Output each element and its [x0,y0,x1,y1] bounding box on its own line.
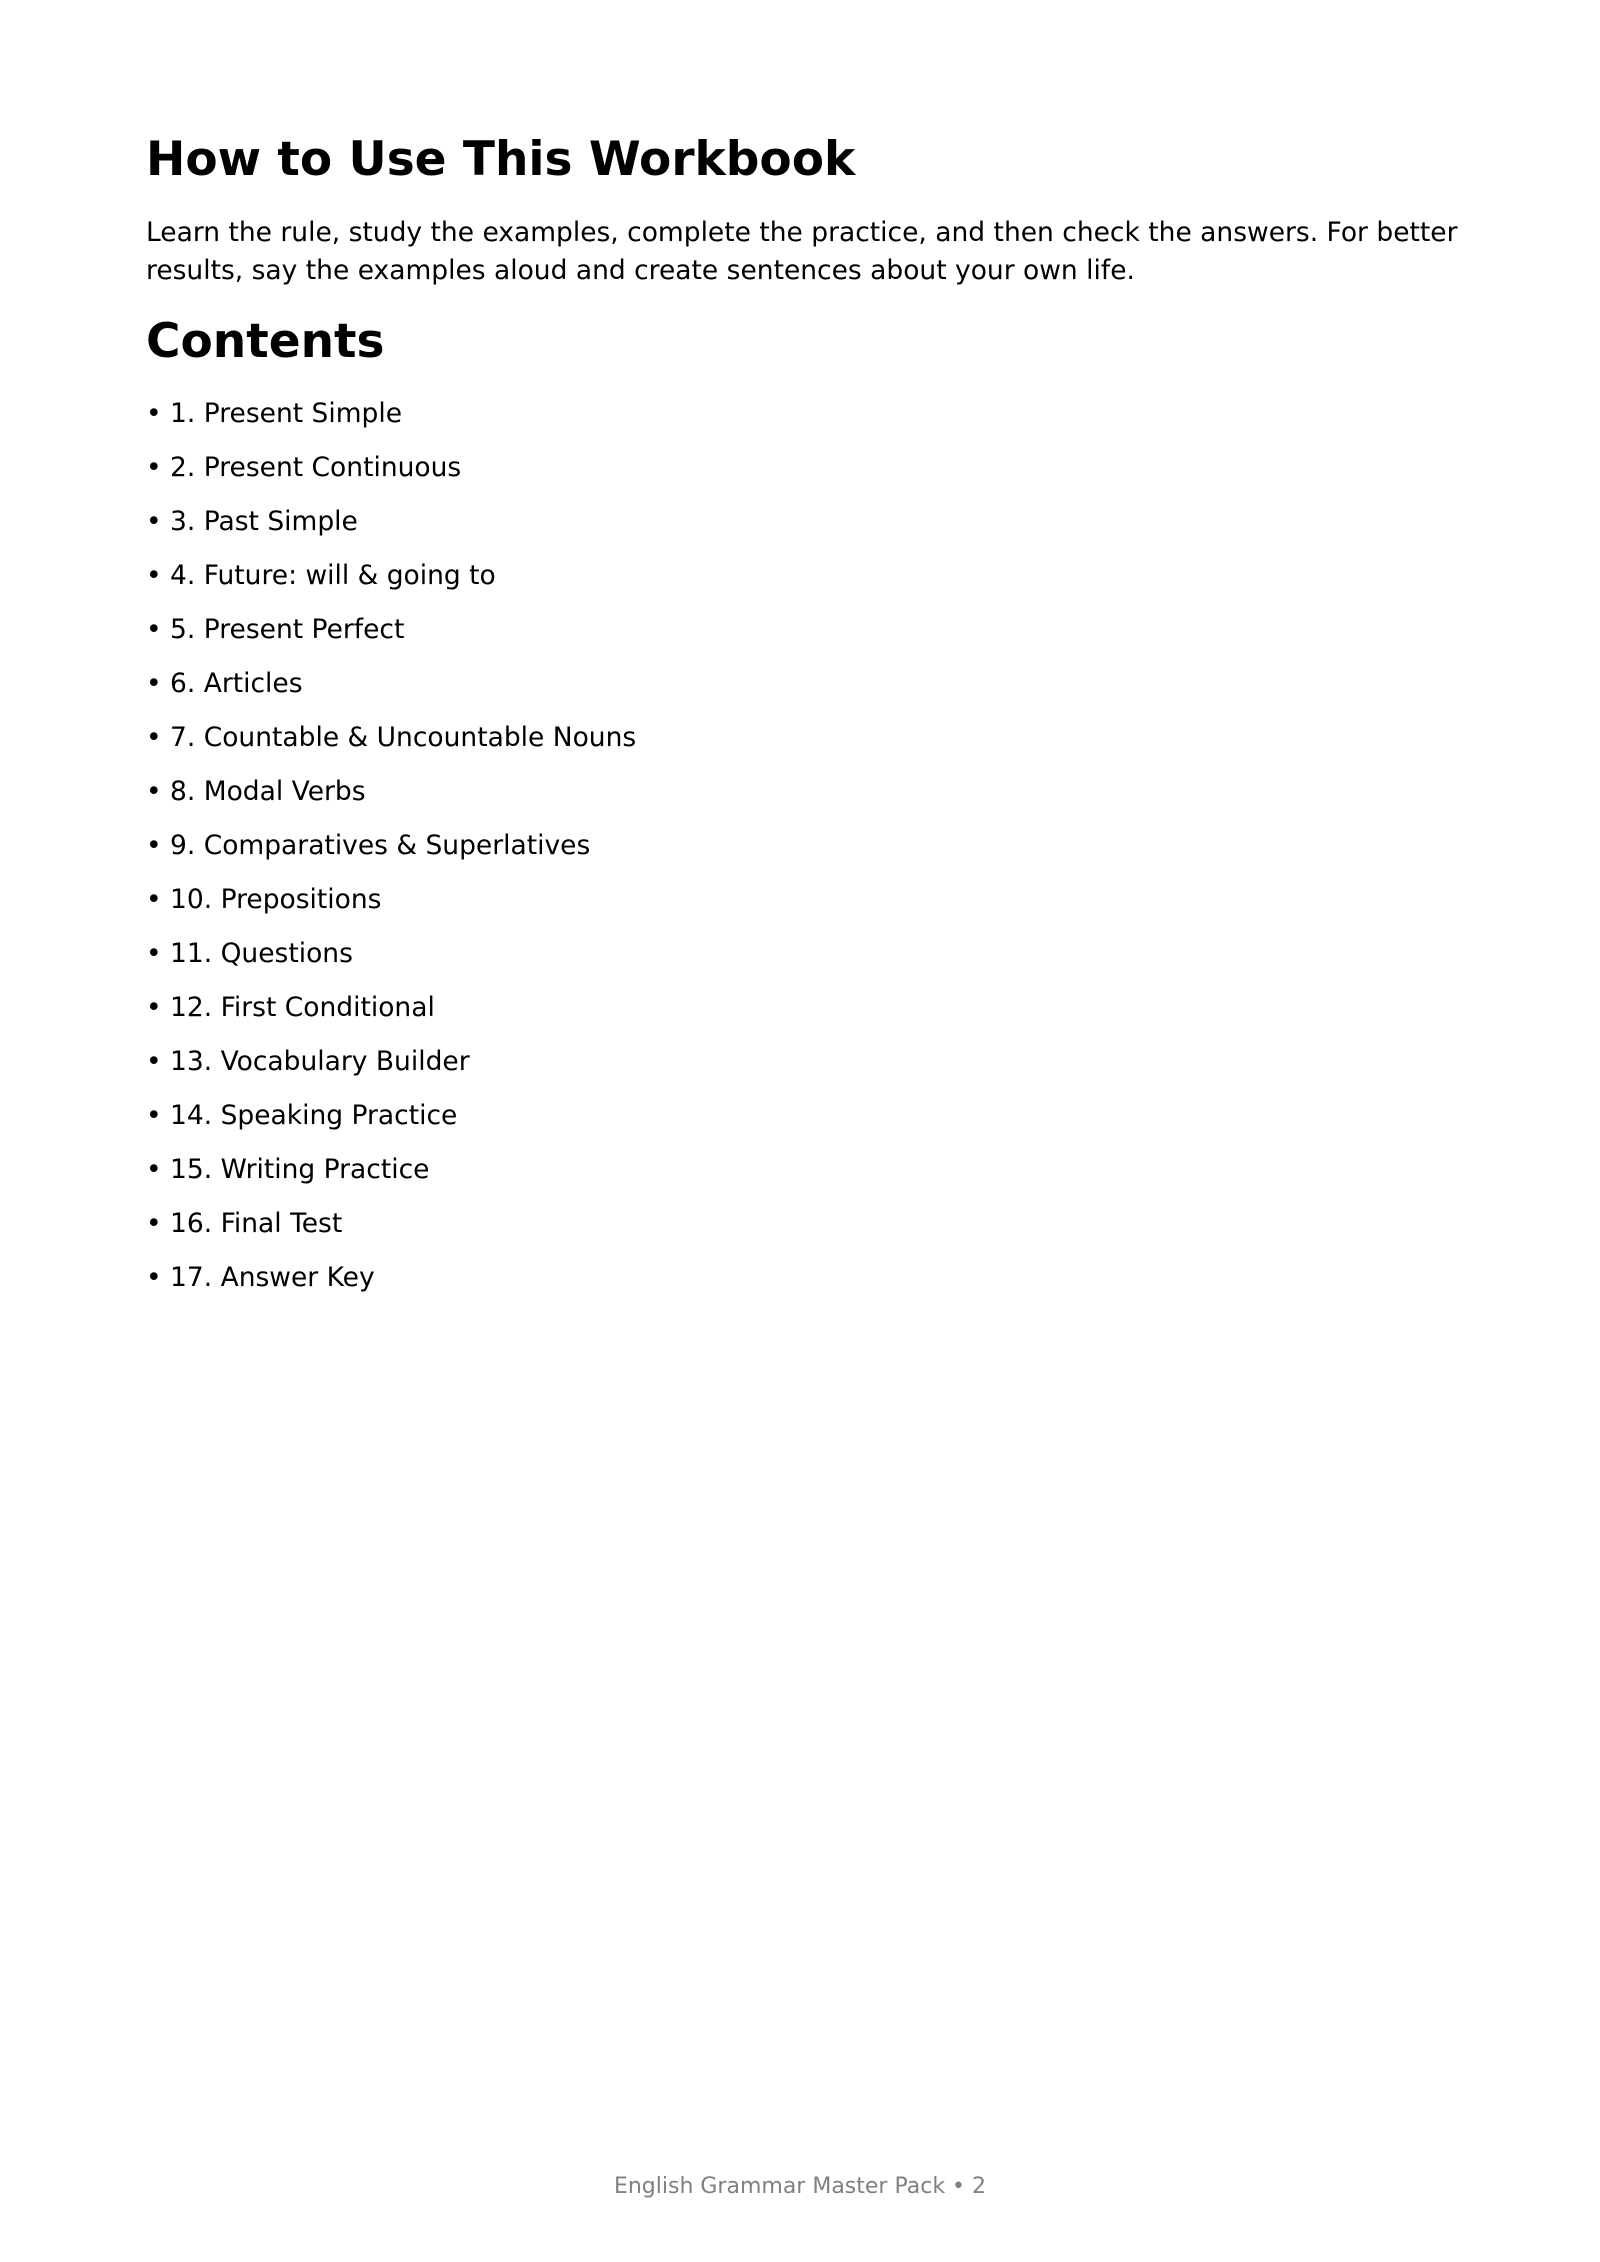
contents-item [146,557,636,611]
contents-item-label: 3. Past Simple [170,506,358,537]
bullet-icon: • [146,884,162,915]
contents-item-label: 12. First Conditional [170,992,435,1023]
section-title-contents: Contents [146,314,385,369]
contents-item [146,773,636,827]
bullet-icon: • [146,1208,162,1239]
contents-item [146,449,636,503]
contents-item-label: 11. Questions [170,938,353,969]
intro-paragraph: Learn the rule, study the examples, complete the practice, and then check the answers. For better results, say the examples aloud and create sentences about your own life. [146,217,1458,286]
contents-item-label: 9. Comparatives & Superlatives [170,830,591,861]
contents-item-label: 4. Future: will & going to [170,560,496,591]
contents-item [146,1043,636,1097]
bullet-icon: • [146,1262,162,1293]
bullet-icon: • [146,1154,162,1185]
contents-item-label: 14. Speaking Practice [170,1100,458,1131]
bullet-icon: • [146,938,162,969]
bullet-icon: • [146,398,162,429]
bullet-icon: • [146,614,162,645]
section-title-how-to-use: How to Use This Workbook [146,132,856,187]
bullet-icon: • [146,776,162,807]
bullet-icon: • [146,668,162,699]
bullet-icon: • [146,722,162,753]
contents-item-label: 5. Present Perfect [170,614,405,645]
contents-list [146,395,636,1313]
contents-item-label: 8. Modal Verbs [170,776,366,807]
contents-item [146,395,636,449]
contents-item-label: 2. Present Continuous [170,452,462,483]
contents-item [146,1151,636,1205]
bullet-icon: • [146,1100,162,1131]
bullet-icon: • [146,830,162,861]
contents-item-label: 10. Prepositions [170,884,382,915]
bullet-icon: • [146,452,162,483]
contents-item-label: 6. Articles [170,668,303,699]
bullet-icon: • [146,992,162,1023]
bullet-icon: • [146,1046,162,1077]
contents-item [146,881,636,935]
contents-item [146,665,636,719]
contents-item [146,611,636,665]
contents-item-label: 16. Final Test [170,1208,343,1239]
contents-item-label: 7. Countable & Uncountable Nouns [170,722,637,753]
contents-item [146,1259,636,1313]
bullet-icon: • [146,506,162,537]
contents-item [146,503,636,557]
contents-item [146,719,636,773]
contents-item-label: 17. Answer Key [170,1262,375,1293]
contents-item [146,935,636,989]
contents-item [146,827,636,881]
contents-item-label: 15. Writing Practice [170,1154,430,1185]
bullet-icon: • [146,560,162,591]
contents-item [146,1205,636,1259]
page-footer: English Grammar Master Pack • 2 [613,2174,987,2199]
contents-item-label: 1. Present Simple [170,398,403,429]
contents-item [146,1097,636,1151]
contents-item [146,989,636,1043]
contents-item-label: 13. Vocabulary Builder [170,1046,470,1077]
